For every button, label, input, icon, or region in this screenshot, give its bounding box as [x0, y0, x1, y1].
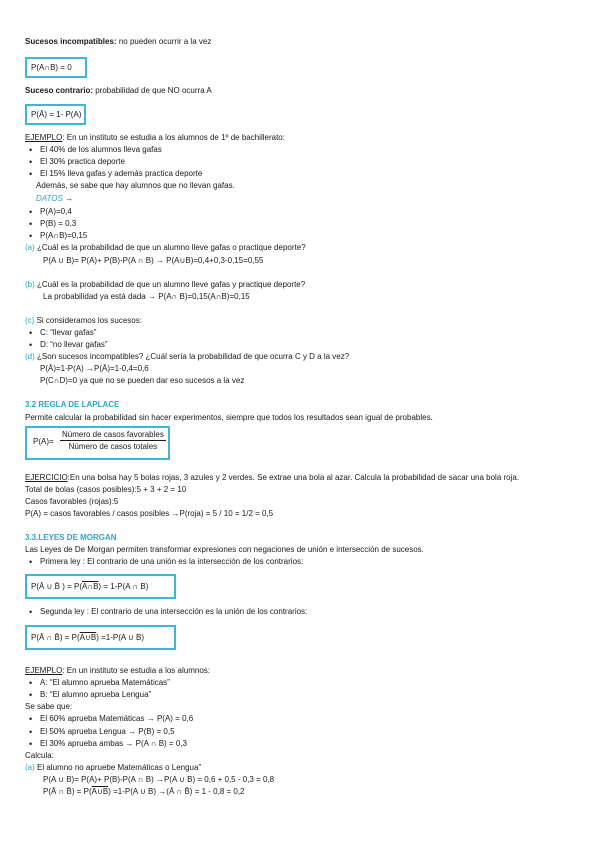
morgan-ley2: Segunda ley : El contrario de una intersección es la unión de los contrarios:	[40, 607, 308, 616]
contrario-formula: P(Ā) = 1- P(A)	[31, 110, 82, 119]
morgan-f1-overline: A∩B	[81, 582, 99, 591]
ejemplo2-ans1: P(A ∪ B)= P(A)+ P(B)-P(A ∩ B) →P(A ∪ B) = 0,6 + 0,5 - 0,3 = 0,8	[43, 775, 275, 784]
ejemplo1-intro-text: : En un instituto se estudia a los alumnos de 1º de bachillerato:	[62, 133, 285, 142]
ejercicio-line	[25, 473, 519, 483]
list-item-text: El 30% aprueba ambas → P(A ∩ B) = 0,3	[40, 739, 187, 748]
list-item-text: P(A)=0,4	[40, 207, 72, 216]
morgan-f2-overline: A∪B	[79, 633, 97, 642]
laplace-heading: 3.2 REGLA DE LAPLACE	[25, 400, 120, 409]
ejemplo2-qa	[25, 763, 201, 773]
ejemplo2-ans2-part1: P(Ā ∩ B̄) = P(	[43, 787, 92, 796]
list-item	[30, 207, 72, 217]
contrario-formula-box	[25, 104, 86, 125]
ejemplo1-qb-answer: La probabilidad ya está dada → P(A∩ B)=0,15(A∩B)=0,15	[43, 292, 250, 301]
list-item	[30, 607, 307, 617]
incompatibles-formula: P(A∩B) = 0	[31, 63, 72, 72]
morgan-f2-part3: ) =1-P(A ∪ B)	[96, 633, 145, 642]
datos-label: DATOS	[36, 194, 63, 203]
list-item-text: P(B) = 0,3	[40, 219, 77, 228]
morgan-formula1-box	[25, 574, 176, 599]
laplace-desc: Permite calcular la probabilidad sin hacer experimentos, siempre que todos los resultados sean igual de probables.	[25, 413, 433, 422]
qc-text: Si consideramos los sucesos:	[36, 316, 142, 325]
list-item	[30, 678, 170, 688]
ejemplo2-ans2-part3: ) =1-P(A ∪ B) →(Ā ∩ B̄) = 1 - 0,8 = 0,2	[108, 787, 245, 796]
qb-text: ¿Cuál es la probabilidad de que un alumno lleve gafas y practique deporte?	[37, 280, 306, 289]
ejemplo1-qd	[25, 352, 349, 362]
ejemplo1-ademas: Además, se sabe que hay alumnos que no llevan gafas.	[36, 181, 235, 190]
incompatibles-desc: no pueden ocurrir a la vez	[116, 37, 212, 46]
qd-marker: (d)	[25, 352, 35, 361]
datos-line	[36, 194, 73, 204]
list-item	[30, 145, 162, 155]
qa-text: ¿Cuál es la probabilidad de que un alumno lleve gafas o practique deporte?	[37, 243, 306, 252]
list-item	[30, 328, 96, 338]
laplace-fraction	[60, 430, 166, 451]
laplace-denominator: Número de casos totales	[68, 442, 158, 451]
list-item	[30, 231, 87, 241]
contrario-term: Suceso contrario:	[25, 86, 94, 95]
ejercicio-l2: Casos favorables (rojas):5	[25, 497, 119, 506]
list-item	[30, 157, 125, 167]
list-item	[30, 690, 151, 700]
qd-text: ¿Son sucesos incompatibles? ¿Cuál sería la probabilidad de que ocurra C y D a la vez?	[37, 352, 350, 361]
ejemplo2-ans2	[43, 787, 245, 797]
ejemplo1-qc	[25, 316, 142, 326]
morgan-f1-part1: P(Ā ∪ B̄ ) = P(	[31, 582, 82, 591]
ejemplo1-qd-answer1: P(Ā)=1-P(A) →P(Ā)=1-0,4=0,6	[40, 364, 149, 373]
ejemplo2-intro-text: : En un instituto se estudia a los alumnos:	[62, 666, 210, 675]
list-item-text: C: “llevar gafas”	[40, 328, 97, 337]
contrario-desc: probabilidad de que NO ocurra A	[93, 86, 212, 95]
ejemplo2-calcula: Calcula:	[25, 751, 54, 760]
ejemplo2-label: EJEMPLO	[25, 666, 63, 675]
list-item	[30, 557, 303, 567]
arrow-icon: →	[65, 194, 74, 203]
incompatibles-formula-box	[25, 57, 87, 78]
list-item	[30, 219, 76, 229]
ejemplo2-qa-text: El alumno no apruebe Matemáticas o Lengua”	[37, 763, 202, 772]
ejercicio-l3: P(A) = casos favorables / casos posibles →P(roja) = 5 / 10 = 1/2 = 0,5	[25, 509, 274, 518]
qc-marker: (c)	[25, 316, 35, 325]
laplace-numerator: Número de casos favorables	[62, 430, 164, 439]
ejemplo1-label: EJEMPLO	[25, 133, 63, 142]
list-item	[30, 727, 175, 737]
morgan-ley1: Primera ley : El contrario de una unión es la intersección de los contrarios:	[40, 557, 304, 566]
list-item-text: P(A∩B)=0,15	[40, 231, 88, 240]
list-item-text: El 30% practica deporte	[40, 157, 125, 166]
list-item	[30, 714, 193, 724]
list-item-text: El 60% aprueba Matemáticas → P(A) = 0,6	[40, 714, 194, 723]
list-item	[30, 739, 187, 749]
list-item-text: El 15% lleva gafas y además practica deporte	[40, 169, 203, 178]
list-item-text: El 50% aprueba Lengua → P(B) = 0,5	[40, 727, 175, 736]
ejemplo2-ans2-overline: A∪B	[91, 787, 109, 796]
morgan-f2-part1: P(Ā ∩ B̄) = P(	[31, 633, 80, 642]
ejemplo1-qa-answer: P(A ∪ B)= P(A)+ P(B)-P(A ∩ B) → P(A∪B)=0,4+0,3-0,15=0,55	[43, 256, 264, 265]
list-item-text: El 40% de los alumnos lleva gafas	[40, 145, 162, 154]
morgan-heading: 3.3.LEYES DE MORGAN	[25, 533, 117, 542]
laplace-formula-box	[25, 426, 170, 460]
ejemplo1-qb	[25, 280, 305, 290]
incompatibles-line	[25, 37, 211, 47]
list-item-text: B: “El alumno aprueba Lengua”	[40, 690, 152, 699]
ejercicio-label: EJERCICIO	[25, 473, 68, 482]
ejemplo2-qa-marker: (a)	[25, 763, 35, 772]
ejemplo1-qd-answer2: P(C∩D)=0 ya que no se pueden dar eso sucesos a la vez	[40, 376, 245, 385]
morgan-desc: Las Leyes de De Morgan permiten transformar expresiones con negaciones de unión e intersección de sucesos.	[25, 545, 424, 554]
qa-marker: (a)	[25, 243, 35, 252]
qb-marker: (b)	[25, 280, 35, 289]
ejemplo1-qa	[25, 243, 306, 253]
morgan-f1-part3: ) = 1-P(A ∩ B)	[98, 582, 149, 591]
ejemplo2-sabe: Se sabe que:	[25, 702, 73, 711]
morgan-formula2-box	[25, 625, 176, 650]
ejercicio-text: :En una bolsa hay 5 bolas rojas, 3 azules y 2 verdes. Se extrae una bola al azar. Calcula la probabilidad de sacar una bola roja.	[67, 473, 520, 482]
ejercicio-l1: Total de bolas (casos posibles):5 + 3 + 2 = 10	[25, 485, 187, 494]
ejemplo2-intro	[25, 666, 210, 676]
list-item-text: D: “no llevar gafas”	[40, 340, 108, 349]
ejemplo1-intro	[25, 133, 285, 143]
list-item-text: A: “El alumno aprueba Matemáticas”	[40, 678, 170, 687]
list-item	[30, 169, 202, 179]
laplace-lhs: P(A)=	[33, 437, 54, 446]
contrario-line	[25, 86, 212, 96]
incompatibles-term: Sucesos incompatibles:	[25, 37, 117, 46]
list-item	[30, 340, 108, 350]
